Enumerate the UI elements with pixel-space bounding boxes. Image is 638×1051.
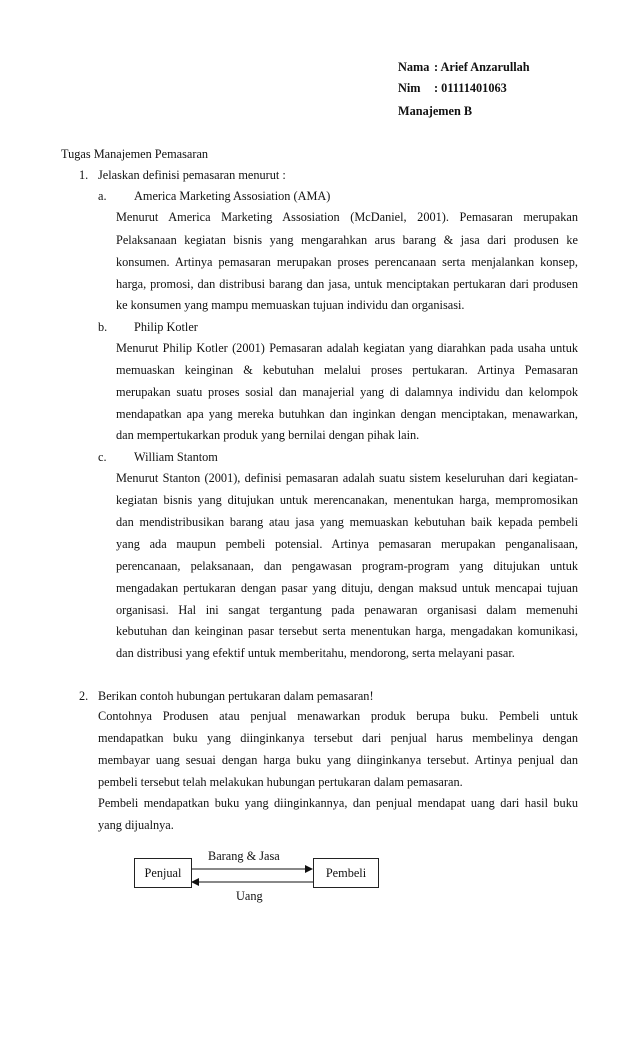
- answer-2-line-3: membayar uang sesuai dengan harga buku yang diinginkanya tersebut. Artinya penjual dan: [98, 753, 578, 767]
- item-c-line-9: dan distribusi yang efektif untuk memberitahu, mendorong, serta melayani pasar.: [116, 646, 515, 660]
- item-c-letter: c.: [98, 450, 107, 464]
- item-c-line-6: mengadakan pertukaran dengan pasar yang dituju, dengan maksud untuk mencapai tujuan: [116, 581, 578, 595]
- item-c-line-4: yang ada maupun pembeli potensial. Artinya pemasaran merupakan penganalisaan,: [116, 537, 578, 551]
- item-c-line-3: dan mendistribusikan barang atau jasa yang memuaskan kebutuhan baik kepada pembeli: [116, 515, 578, 529]
- seller-box: [134, 858, 192, 888]
- name-value: : Arief Anzarullah: [434, 60, 530, 74]
- item-b-line-2: memuaskan keinginan & kebutuhan melalui proses pertukaran. Artinya Pemasaran: [116, 363, 578, 377]
- answer-2-line-2: mendapatkan buku yang diinginkanya tersebut dari penjual harus membelinya dengan: [98, 731, 578, 745]
- item-c-line-2: kegiatan bisnis yang ditujukan untuk merencanakan, menentukan harga, mempromosikan: [116, 493, 578, 507]
- item-b-line-3: merupakan suatu proses sosial dan manajerial yang di dalamnya individu dan kelompok: [116, 385, 578, 399]
- item-c-heading: William Stantom: [134, 450, 218, 464]
- item-c-line-8: kebutuhan dan keinginan pasar tersebut serta menentukan harga, mengadakan komunikasi,: [116, 624, 578, 638]
- item-c-line-7: organisasi. Hal ini sangat tergantung pada penawaran organisasi dalam memenuhi: [116, 603, 578, 617]
- answer-2-line-6: yang dijualnya.: [98, 818, 174, 832]
- seller-label: Penjual: [144, 866, 182, 880]
- answer-2-line-1: Contohnya Produsen atau penjual menawarkan produk berupa buku. Pembeli untuk: [98, 709, 578, 723]
- question-2-number: 2.: [79, 689, 89, 703]
- item-a-line-1: Menurut America Marketing Assosiation (McDaniel, 2001). Pemasaran merupakan: [116, 210, 578, 224]
- buyer-label: Pembeli: [325, 866, 367, 880]
- nim-value: : 01111401063: [434, 81, 507, 95]
- goods-services-label: Barang & Jasa: [208, 849, 280, 863]
- item-c-line-1: Menurut Stanton (2001), definisi pemasaran adalah suatu sistem keseluruhan dari kegiatan-: [116, 471, 578, 485]
- item-b-heading: Philip Kotler: [134, 320, 198, 334]
- document-title: Tugas Manajemen Pemasaran: [61, 147, 209, 161]
- question-1-number: 1.: [79, 168, 89, 182]
- nim-label: Nim: [398, 81, 421, 95]
- item-a-heading: America Marketing Assosiation (AMA): [134, 189, 331, 203]
- question-1-text: Jelaskan definisi pemasaran menurut :: [98, 168, 286, 182]
- answer-2-line-5: Pembeli mendapatkan buku yang diinginkannya, dan penjual mendapat uang dari hasil buku: [98, 796, 578, 810]
- answer-2-line-4: pembeli tersebut telah melakukan hubungan pertukaran dalam pemasaran.: [98, 775, 463, 789]
- question-2-text: Berikan contoh hubungan pertukaran dalam pemasaran!: [98, 689, 374, 703]
- item-a-line-3: konsumen. Artinya pemasaran merupakan proses perencanaan serta menjalankan konsep,: [116, 255, 578, 269]
- item-b-letter: b.: [98, 320, 108, 334]
- item-a-line-4: harga, promosi, dan distribusi barang dan jasa, untuk menciptakan pertukaran dari produsen: [116, 277, 578, 291]
- item-c-line-5: perencanaan, pelaksanaan, dan pengawasan program-program yang ditujukan untuk: [116, 559, 578, 573]
- item-b-line-1: Menurut Philip Kotler (2001) Pemasaran adalah kegiatan yang diarahkan pada usaha untuk: [116, 341, 578, 355]
- buyer-box: [313, 858, 379, 888]
- name-label: Nama: [398, 60, 430, 74]
- money-label: Uang: [236, 889, 263, 903]
- class-name: Manajemen B: [398, 104, 473, 118]
- item-a-line-5: ke konsumen yang mampu memuaskan tujuan individu dan organisasi.: [116, 298, 465, 312]
- item-a-line-2: Pelaksanaan kegiatan bisnis yang mengarahkan arus barang & jasa dari produsen ke: [116, 233, 578, 247]
- item-a-letter: a.: [98, 189, 107, 203]
- item-b-line-5: dan mempertukarkan produk yang bernilai dengan pihak lain.: [116, 428, 420, 442]
- item-b-line-4: mendapatkan apa yang mereka butuhkan dan inginkan dengan menciptakan, menawarkan,: [116, 407, 578, 421]
